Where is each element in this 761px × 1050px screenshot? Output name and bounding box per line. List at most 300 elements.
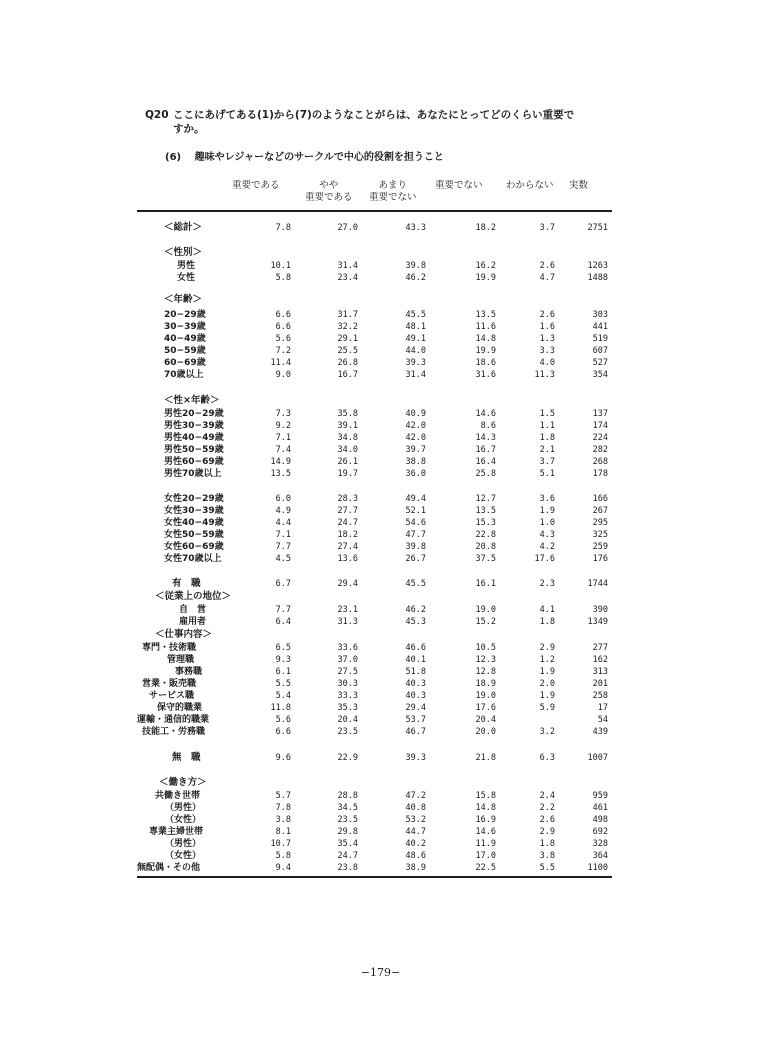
- table-row: [137, 553, 612, 565]
- cell-value: 23.5: [337, 727, 358, 737]
- cell-value: 22.9: [337, 753, 358, 763]
- cell-value: 17: [597, 703, 608, 713]
- table-row: [137, 345, 612, 357]
- cell-value: 1007: [587, 753, 608, 763]
- column-header-2: [305, 180, 353, 204]
- cell-value: 1.8: [539, 839, 555, 849]
- row-label: 男性40−49歳: [164, 433, 224, 443]
- cell-value: 40.2: [405, 839, 426, 849]
- table-row: [137, 642, 612, 654]
- row-label: 運輸・通信的職業: [137, 715, 210, 725]
- cell-value: 26.8: [337, 358, 358, 368]
- cell-value: 2.3: [539, 579, 555, 589]
- row-label: ＜性別＞: [164, 247, 203, 258]
- cell-value: 258: [592, 691, 608, 701]
- cell-value: 7.3: [275, 409, 291, 419]
- column-header-line1: 重要である: [232, 180, 280, 191]
- table-row: [137, 517, 612, 529]
- page-number: −179−: [360, 966, 401, 979]
- cell-value: 11.3: [534, 370, 555, 380]
- cell-value: 34.0: [337, 445, 358, 455]
- cell-value: 16.7: [337, 370, 358, 380]
- row-label: （男性）: [165, 839, 202, 849]
- cell-value: 30.3: [337, 679, 358, 689]
- column-header-6: [569, 180, 588, 192]
- cell-value: 9.0: [275, 370, 291, 380]
- column-header-1: [232, 180, 280, 192]
- column-header-line1: あまり: [378, 180, 408, 191]
- cell-value: 17.0: [475, 851, 496, 861]
- cell-value: 364: [592, 851, 608, 861]
- cell-value: 4.4: [275, 518, 291, 528]
- table-row: [137, 616, 612, 628]
- cell-value: 38.9: [405, 863, 426, 873]
- cell-value: 7.4: [275, 445, 291, 455]
- cell-value: 54: [597, 715, 608, 725]
- cell-value: 1.9: [539, 691, 555, 701]
- cell-value: 23.4: [337, 273, 358, 283]
- cell-value: 17.6: [475, 703, 496, 713]
- row-label: （女性）: [165, 851, 202, 861]
- cell-value: 46.2: [405, 273, 426, 283]
- cell-value: 1.1: [539, 421, 555, 431]
- table-row: [137, 604, 612, 616]
- cell-value: 16.9: [475, 815, 496, 825]
- header-rule: [137, 210, 612, 212]
- cell-value: 2.6: [539, 310, 555, 320]
- cell-value: 40.8: [405, 803, 426, 813]
- section-heading: [137, 247, 612, 259]
- cell-value: 4.9: [275, 506, 291, 516]
- cell-value: 6.6: [275, 322, 291, 332]
- cell-value: 44.7: [405, 827, 426, 837]
- row-label: 専業主婦世帯: [149, 827, 204, 837]
- section-heading: [137, 395, 612, 407]
- cell-value: 2.6: [539, 815, 555, 825]
- cell-value: 303: [592, 310, 608, 320]
- cell-value: 29.8: [337, 827, 358, 837]
- cell-value: 26.7: [405, 554, 426, 564]
- cell-value: 39.1: [337, 421, 358, 431]
- cell-value: 42.0: [405, 433, 426, 443]
- cell-value: 439: [592, 727, 608, 737]
- cell-value: 37.5: [475, 554, 496, 564]
- cell-value: 2.9: [539, 827, 555, 837]
- cell-value: 7.8: [275, 223, 291, 233]
- cell-value: 1.5: [539, 409, 555, 419]
- table-row: [137, 714, 612, 726]
- cell-value: 4.5: [275, 554, 291, 564]
- cell-value: 4.2: [539, 542, 555, 552]
- cell-value: 8.6: [480, 421, 496, 431]
- cell-value: 3.6: [539, 494, 555, 504]
- cell-value: 3.7: [539, 457, 555, 467]
- cell-value: 174: [592, 421, 608, 431]
- question-text: ここにあげてある(1)から(7)のようなことがらは、あなたにとってどのくらい重要ですか。: [173, 109, 575, 135]
- cell-value: 14.6: [475, 409, 496, 419]
- cell-value: 39.8: [405, 261, 426, 271]
- row-label: （女性）: [165, 815, 202, 825]
- cell-value: 45.5: [405, 310, 426, 320]
- cell-value: 4.7: [539, 273, 555, 283]
- row-label: 営業・販売職: [142, 679, 197, 689]
- cell-value: 3.7: [539, 223, 555, 233]
- row-label: 女性50−59歳: [164, 530, 224, 540]
- cell-value: 5.5: [539, 863, 555, 873]
- cell-value: 9.3: [275, 655, 291, 665]
- cell-value: 162: [592, 655, 608, 665]
- table-row: [137, 408, 612, 420]
- cell-value: 29.4: [337, 579, 358, 589]
- cell-value: 20.8: [475, 542, 496, 552]
- table-row: [137, 529, 612, 541]
- cell-value: 31.4: [405, 370, 426, 380]
- table-row: [137, 468, 612, 480]
- cell-value: 45.3: [405, 617, 426, 627]
- row-label: 70歳以上: [164, 370, 204, 380]
- cell-value: 4.1: [539, 605, 555, 615]
- row-label: 無配偶・その他: [137, 863, 201, 873]
- cell-value: 18.2: [475, 223, 496, 233]
- cell-value: 6.1: [275, 667, 291, 677]
- cell-value: 14.6: [475, 827, 496, 837]
- row-label: 20−29歳: [164, 310, 206, 320]
- cell-value: 15.3: [475, 518, 496, 528]
- table-row: [137, 702, 612, 714]
- cell-value: 16.2: [475, 261, 496, 271]
- cell-value: 35.4: [337, 839, 358, 849]
- cell-value: 7.2: [275, 346, 291, 356]
- cell-value: 1263: [587, 261, 608, 271]
- row-label: 男性20−29歳: [164, 409, 224, 419]
- cell-value: 22.8: [475, 530, 496, 540]
- cell-value: 24.7: [337, 518, 358, 528]
- cell-value: 22.5: [475, 863, 496, 873]
- cell-value: 39.8: [405, 542, 426, 552]
- row-label: 男性60−69歳: [164, 457, 224, 467]
- column-header-line2: 実数: [569, 180, 589, 191]
- row-label: 雇用者: [179, 617, 207, 627]
- table-row: [137, 333, 612, 345]
- cell-value: 5.6: [275, 715, 291, 725]
- row-label: ＜働き方＞: [159, 777, 207, 788]
- cell-value: 390: [592, 605, 608, 615]
- column-header-5: [506, 180, 554, 192]
- cell-value: 46.7: [405, 727, 426, 737]
- cell-value: 282: [592, 445, 608, 455]
- cell-value: 47.2: [405, 791, 426, 801]
- table-row: [137, 726, 612, 738]
- cell-value: 31.6: [475, 370, 496, 380]
- cell-value: 498: [592, 815, 608, 825]
- cell-value: 44.0: [405, 346, 426, 356]
- cell-value: 16.4: [475, 457, 496, 467]
- cell-value: 12.3: [475, 655, 496, 665]
- cell-value: 277: [592, 643, 608, 653]
- cell-value: 6.3: [539, 753, 555, 763]
- section-heading: [137, 629, 612, 641]
- cell-value: 5.6: [275, 334, 291, 344]
- cell-value: 1.9: [539, 506, 555, 516]
- cell-value: 39.3: [405, 358, 426, 368]
- cell-value: 14.3: [475, 433, 496, 443]
- cell-value: 3.3: [539, 346, 555, 356]
- cell-value: 5.8: [275, 273, 291, 283]
- row-label: 保守的職業: [157, 703, 203, 713]
- cell-value: 20.4: [475, 715, 496, 725]
- cell-value: 20.0: [475, 727, 496, 737]
- cell-value: 12.8: [475, 667, 496, 677]
- table-row: [137, 578, 612, 590]
- cell-value: 14.8: [475, 334, 496, 344]
- cell-value: 49.4: [405, 494, 426, 504]
- subquestion-text: 趣味やレジャーなどのサークルで中心的役割を担うこと: [194, 152, 444, 163]
- cell-value: 38.8: [405, 457, 426, 467]
- table-row: [137, 309, 612, 321]
- cell-value: 461: [592, 803, 608, 813]
- cell-value: 3.8: [539, 851, 555, 861]
- cell-value: 176: [592, 554, 608, 564]
- cell-value: 8.1: [275, 827, 291, 837]
- cell-value: 2.9: [539, 643, 555, 653]
- table-row: [137, 260, 612, 272]
- cell-value: 28.8: [337, 791, 358, 801]
- cell-value: 325: [592, 530, 608, 540]
- cell-value: 1488: [587, 273, 608, 283]
- cell-value: 6.6: [275, 310, 291, 320]
- cell-value: 1.9: [539, 667, 555, 677]
- table-row: [137, 321, 612, 333]
- table-row: [137, 420, 612, 432]
- cell-value: 18.9: [475, 679, 496, 689]
- row-label: ＜年齢＞: [164, 294, 203, 305]
- cell-value: 2.2: [539, 803, 555, 813]
- column-header-line1: やや: [319, 180, 339, 191]
- survey-table: [137, 180, 612, 880]
- cell-value: 1100: [587, 863, 608, 873]
- cell-value: 7.1: [275, 530, 291, 540]
- cell-value: 54.6: [405, 518, 426, 528]
- row-label: ＜性×年齢＞: [164, 395, 220, 406]
- row-label: 男性: [177, 261, 196, 271]
- cell-value: 1744: [587, 579, 608, 589]
- cell-value: 42.0: [405, 421, 426, 431]
- table-row: [137, 790, 612, 802]
- cell-value: 36.0: [405, 469, 426, 479]
- cell-value: 6.7: [275, 579, 291, 589]
- cell-value: 27.4: [337, 542, 358, 552]
- section-heading: [137, 294, 612, 306]
- cell-value: 3.2: [539, 727, 555, 737]
- cell-value: 23.8: [337, 863, 358, 873]
- row-label: 女性40−49歳: [164, 518, 224, 528]
- column-header-4: [435, 180, 483, 192]
- cell-value: 26.1: [337, 457, 358, 467]
- cell-value: 13.5: [475, 310, 496, 320]
- cell-value: 12.7: [475, 494, 496, 504]
- cell-value: 13.6: [337, 554, 358, 564]
- table-row: [137, 814, 612, 826]
- table-row: [137, 666, 612, 678]
- column-header-line2: 重要でない: [369, 192, 417, 203]
- table-row: [137, 369, 612, 381]
- row-label: 管理職: [167, 655, 195, 665]
- cell-value: 1.6: [539, 322, 555, 332]
- cell-value: 14.8: [475, 803, 496, 813]
- cell-value: 267: [592, 506, 608, 516]
- row-label: 男性70歳以上: [164, 469, 222, 479]
- table-row: [137, 505, 612, 517]
- cell-value: 268: [592, 457, 608, 467]
- cell-value: 313: [592, 667, 608, 677]
- cell-value: 527: [592, 358, 608, 368]
- cell-value: 10.7: [270, 839, 291, 849]
- cell-value: 178: [592, 469, 608, 479]
- cell-value: 46.2: [405, 605, 426, 615]
- cell-value: 295: [592, 518, 608, 528]
- bottom-rule: [137, 876, 612, 878]
- cell-value: 23.5: [337, 815, 358, 825]
- cell-value: 14.9: [270, 457, 291, 467]
- cell-value: 959: [592, 791, 608, 801]
- cell-value: 137: [592, 409, 608, 419]
- cell-value: 19.9: [475, 273, 496, 283]
- cell-value: 27.5: [337, 667, 358, 677]
- cell-value: 31.4: [337, 261, 358, 271]
- row-label: 自 営: [179, 605, 207, 615]
- cell-value: 1.8: [539, 617, 555, 627]
- column-header-line1: 重要でない: [435, 180, 483, 191]
- cell-value: 25.5: [337, 346, 358, 356]
- row-label: 共働き世帯: [155, 791, 201, 801]
- row-label: 技能工・労務職: [142, 727, 206, 737]
- cell-value: 35.8: [337, 409, 358, 419]
- cell-value: 49.1: [405, 334, 426, 344]
- cell-value: 9.4: [275, 863, 291, 873]
- cell-value: 19.9: [475, 346, 496, 356]
- column-header-3: [369, 180, 417, 204]
- row-label: ＜従業上の地位＞: [155, 591, 232, 602]
- cell-value: 2.0: [539, 679, 555, 689]
- cell-value: 15.8: [475, 791, 496, 801]
- section-heading: [137, 591, 612, 603]
- cell-value: 6.4: [275, 617, 291, 627]
- cell-value: 29.1: [337, 334, 358, 344]
- cell-value: 35.3: [337, 703, 358, 713]
- cell-value: 29.4: [405, 703, 426, 713]
- cell-value: 37.0: [337, 655, 358, 665]
- cell-value: 25.8: [475, 469, 496, 479]
- cell-value: 16.1: [475, 579, 496, 589]
- table-row: [137, 493, 612, 505]
- cell-value: 20.4: [337, 715, 358, 725]
- row-label: 50−59歳: [164, 346, 206, 356]
- cell-value: 2.6: [539, 261, 555, 271]
- row-label: 60−69歳: [164, 358, 206, 368]
- row-label: 事務職: [175, 667, 203, 677]
- cell-value: 40.1: [405, 655, 426, 665]
- cell-value: 1.0: [539, 518, 555, 528]
- cell-value: 27.7: [337, 506, 358, 516]
- row-label: 女性20−29歳: [164, 494, 224, 504]
- cell-value: 328: [592, 839, 608, 849]
- cell-value: 21.8: [475, 753, 496, 763]
- cell-value: 15.2: [475, 617, 496, 627]
- cell-value: 5.9: [539, 703, 555, 713]
- row-label: 女性: [177, 273, 196, 283]
- column-header-line1: わからない: [506, 180, 554, 191]
- cell-value: 43.3: [405, 223, 426, 233]
- cell-value: 19.0: [475, 605, 496, 615]
- table-row: [137, 456, 612, 468]
- table-row: [137, 862, 612, 874]
- cell-value: 11.6: [475, 322, 496, 332]
- cell-value: 17.6: [534, 554, 555, 564]
- cell-value: 23.1: [337, 605, 358, 615]
- cell-value: 34.8: [337, 433, 358, 443]
- cell-value: 1.2: [539, 655, 555, 665]
- cell-value: 10.1: [270, 261, 291, 271]
- cell-value: 6.6: [275, 727, 291, 737]
- table-row: [137, 850, 612, 862]
- cell-value: 7.8: [275, 803, 291, 813]
- cell-value: 34.5: [337, 803, 358, 813]
- cell-value: 33.3: [337, 691, 358, 701]
- table-row: [137, 826, 612, 838]
- cell-value: 19.0: [475, 691, 496, 701]
- cell-value: 1.8: [539, 433, 555, 443]
- row-label: （男性）: [165, 803, 202, 813]
- cell-value: 201: [592, 679, 608, 689]
- table-row: [137, 654, 612, 666]
- cell-value: 2.4: [539, 791, 555, 801]
- cell-value: 51.8: [405, 667, 426, 677]
- cell-value: 40.9: [405, 409, 426, 419]
- cell-value: 11.8: [270, 703, 291, 713]
- row-label: ＜仕事内容＞: [155, 629, 213, 640]
- cell-value: 4.3: [539, 530, 555, 540]
- cell-value: 224: [592, 433, 608, 443]
- cell-value: 5.8: [275, 851, 291, 861]
- cell-value: 3.8: [275, 815, 291, 825]
- cell-value: 441: [592, 322, 608, 332]
- row-label: 男性50−59歳: [164, 445, 224, 455]
- cell-value: 52.1: [405, 506, 426, 516]
- column-header-line2: 重要である: [305, 192, 353, 203]
- cell-value: 6.0: [275, 494, 291, 504]
- cell-value: 39.7: [405, 445, 426, 455]
- cell-value: 11.4: [270, 358, 291, 368]
- cell-value: 5.5: [275, 679, 291, 689]
- table-row: [137, 838, 612, 850]
- cell-value: 9.6: [275, 753, 291, 763]
- cell-value: 2.1: [539, 445, 555, 455]
- cell-value: 166: [592, 494, 608, 504]
- subquestion-number: (6): [165, 152, 182, 163]
- cell-value: 692: [592, 827, 608, 837]
- table-row: [137, 802, 612, 814]
- cell-value: 39.3: [405, 753, 426, 763]
- cell-value: 27.0: [337, 223, 358, 233]
- table-row: [137, 690, 612, 702]
- cell-value: 19.7: [337, 469, 358, 479]
- row-label: 女性30−39歳: [164, 506, 224, 516]
- row-label: 女性70歳以上: [164, 554, 222, 564]
- cell-value: 519: [592, 334, 608, 344]
- subquestion: [165, 148, 444, 163]
- cell-value: 24.7: [337, 851, 358, 861]
- row-label: 30−39歳: [164, 322, 206, 332]
